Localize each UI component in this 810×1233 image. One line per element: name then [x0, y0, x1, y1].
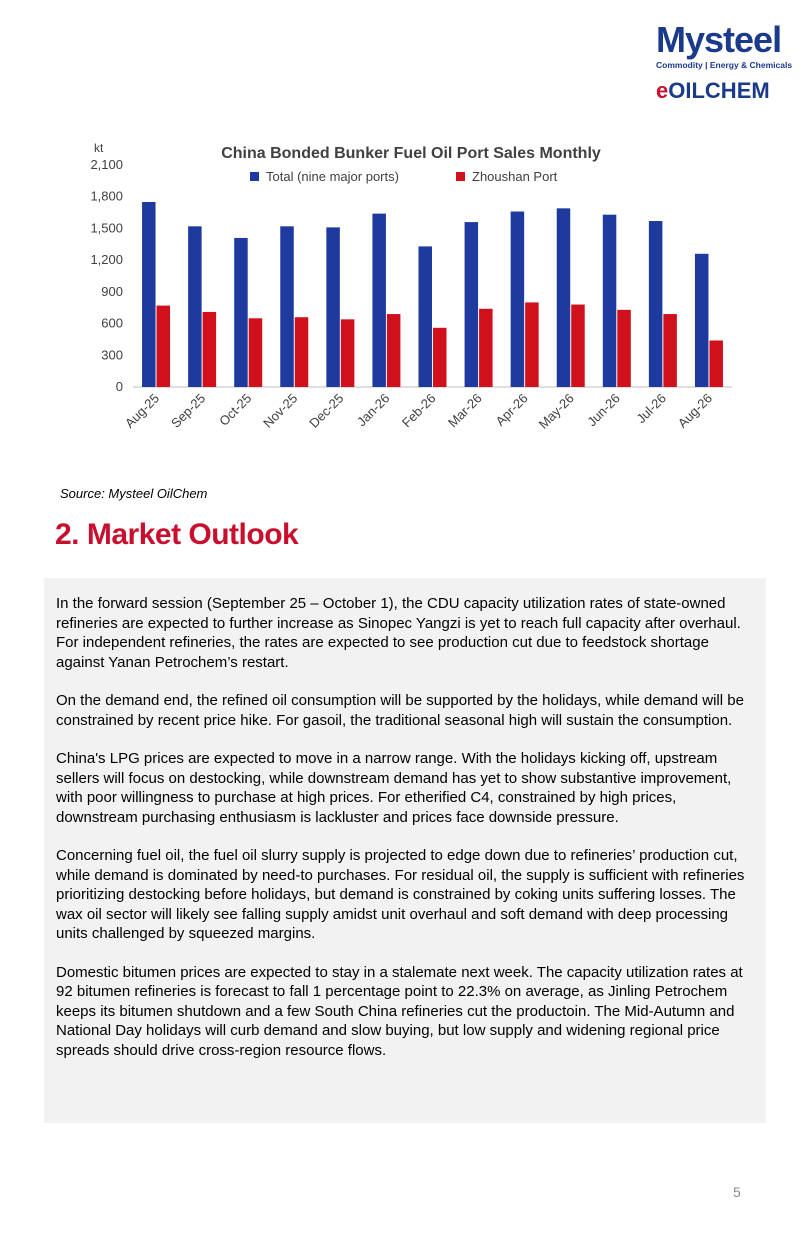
legend-label: Zhoushan Port: [472, 169, 558, 184]
bar-total: [372, 214, 386, 387]
bar-total: [326, 227, 340, 387]
bar-zhoushan: [203, 312, 217, 387]
market-outlook-box: [44, 578, 766, 1123]
y-tick-label: 1,200: [90, 252, 123, 268]
bar-zhoushan: [433, 328, 447, 387]
bar-zhoushan: [341, 319, 355, 387]
x-tick-label: Aug-26: [674, 390, 716, 431]
bar-zhoushan: [249, 318, 263, 387]
y-tick-label: 1,800: [90, 188, 123, 204]
oilchem-logo-mark: e: [656, 78, 669, 103]
outlook-paragraph-demand: On the demand end, the refined oil consumption will be supported by the holidays, while demand will be constrained by recent price hike. For gasoil, the traditional seasonal high will sustain the consumption.: [56, 692, 744, 729]
bar-total: [557, 208, 571, 387]
x-tick-label: Apr-26: [492, 390, 531, 429]
bar-zhoushan: [571, 305, 585, 387]
bar-total: [142, 202, 156, 387]
bar-total: [603, 215, 617, 387]
x-tick-label: Jul-26: [633, 390, 670, 427]
outlook-paragraph-refineries: In the forward session (September 25 – October 1), the CDU capacity utilization rates of state-owned refineries are expected to further increase as Sinopec Yangzi is yet to reach full capacity after overhaul. For independent refineries, the rates are expected to see production cut due to feedstock shortage against Yanan Petrochem’s restart.: [56, 595, 741, 671]
y-tick-label: 900: [101, 283, 123, 299]
bar-zhoushan: [295, 317, 309, 387]
x-tick-label: Oct-25: [216, 390, 255, 429]
outlook-paragraph-fuel-oil: Concerning fuel oil, the fuel oil slurry supply is projected to edge down due to refineries’ production cut, while demand is dominated by need-to purchases. For residual oil, the supply is sufficient with refineries prioritizing destocking before holidays, but demand is constrained by coking units suffering losses. The wax oil sector will likely see falling supply amidst unit overhaul and soft demand with deep processing units challenged by squeezed margins.: [56, 847, 745, 942]
y-tick-label: 1,500: [90, 220, 123, 236]
bar-total: [280, 226, 294, 387]
x-tick-label: Jun-26: [584, 390, 623, 430]
y-axis-unit-label: kt: [94, 141, 104, 155]
bar-zhoushan: [387, 314, 401, 387]
x-tick-label: Dec-25: [306, 390, 347, 431]
x-tick-label: Feb-26: [398, 390, 439, 431]
y-tick-label: 600: [101, 315, 123, 331]
logo-tagline: Commodity | Energy & Chemicals: [656, 60, 793, 70]
company-logo: [640, 18, 793, 108]
y-tick-label: 0: [115, 379, 123, 394]
bar-total: [649, 221, 663, 387]
x-tick-label: Mar-26: [444, 390, 485, 431]
bunker-sales-chart: [80, 130, 760, 470]
bar-zhoushan: [525, 302, 539, 387]
chart-source: Source: Mysteel OilChem: [60, 486, 208, 501]
x-tick-label: Nov-25: [260, 390, 301, 431]
x-tick-label: May-26: [535, 390, 577, 432]
bar-zhoushan: [617, 310, 631, 387]
bar-total: [695, 254, 709, 387]
y-tick-label: 2,100: [90, 157, 123, 172]
legend-swatch: [250, 172, 259, 181]
bar-total: [511, 212, 524, 387]
mysteel-logo-text: Mysteel: [656, 19, 782, 60]
bar-total: [419, 246, 433, 387]
x-tick-label: Aug-25: [121, 390, 163, 431]
bar-zhoushan: [663, 314, 677, 387]
outlook-paragraph-bitumen: Domestic bitumen prices are expected to stay in a stalemate next week. The capacity utilization rates at 92 bitumen refineries is forecast to fall 1 percentage point to 22.3% on average, as Jinling Petrochem keeps its bitumen shutdown and a few South China refineries cut the productoin. The Mid-Autumn and National Day holidays will curb demand and slow buying, but low supply and widening regional price spreads should drive cross-region resource flows.: [56, 963, 743, 1059]
bar-zhoushan: [709, 340, 723, 387]
bar-zhoushan: [157, 306, 171, 387]
bar-zhoushan: [479, 309, 493, 387]
x-tick-label: Sep-25: [167, 390, 209, 431]
bar-total: [188, 226, 202, 387]
legend-label: Total (nine major ports): [266, 169, 399, 184]
y-tick-label: 300: [101, 347, 123, 363]
bar-total: [465, 222, 479, 387]
section-title: 2. Market Outlook: [55, 518, 299, 551]
outlook-paragraph-lpg: China's LPG prices are expected to move in a narrow range. With the holidays kicking off, upstream sellers will focus on destocking, while downstream demand has yet to show substantive improvement, with poor willingness to purchase at high prices. For etherified C4, constrained by high prices, downstream purchasing enthusiasm is lackluster and prices face downside pressure.: [56, 750, 732, 826]
x-tick-label: Jan-26: [353, 390, 393, 430]
page-number: 5: [733, 1184, 741, 1200]
oilchem-logo: [656, 78, 770, 104]
bar-total: [234, 238, 248, 387]
legend-swatch: [456, 172, 465, 181]
oilchem-logo-text: OILCHEM: [668, 78, 770, 103]
chart-title: China Bonded Bunker Fuel Oil Port Sales Monthly: [221, 145, 601, 162]
